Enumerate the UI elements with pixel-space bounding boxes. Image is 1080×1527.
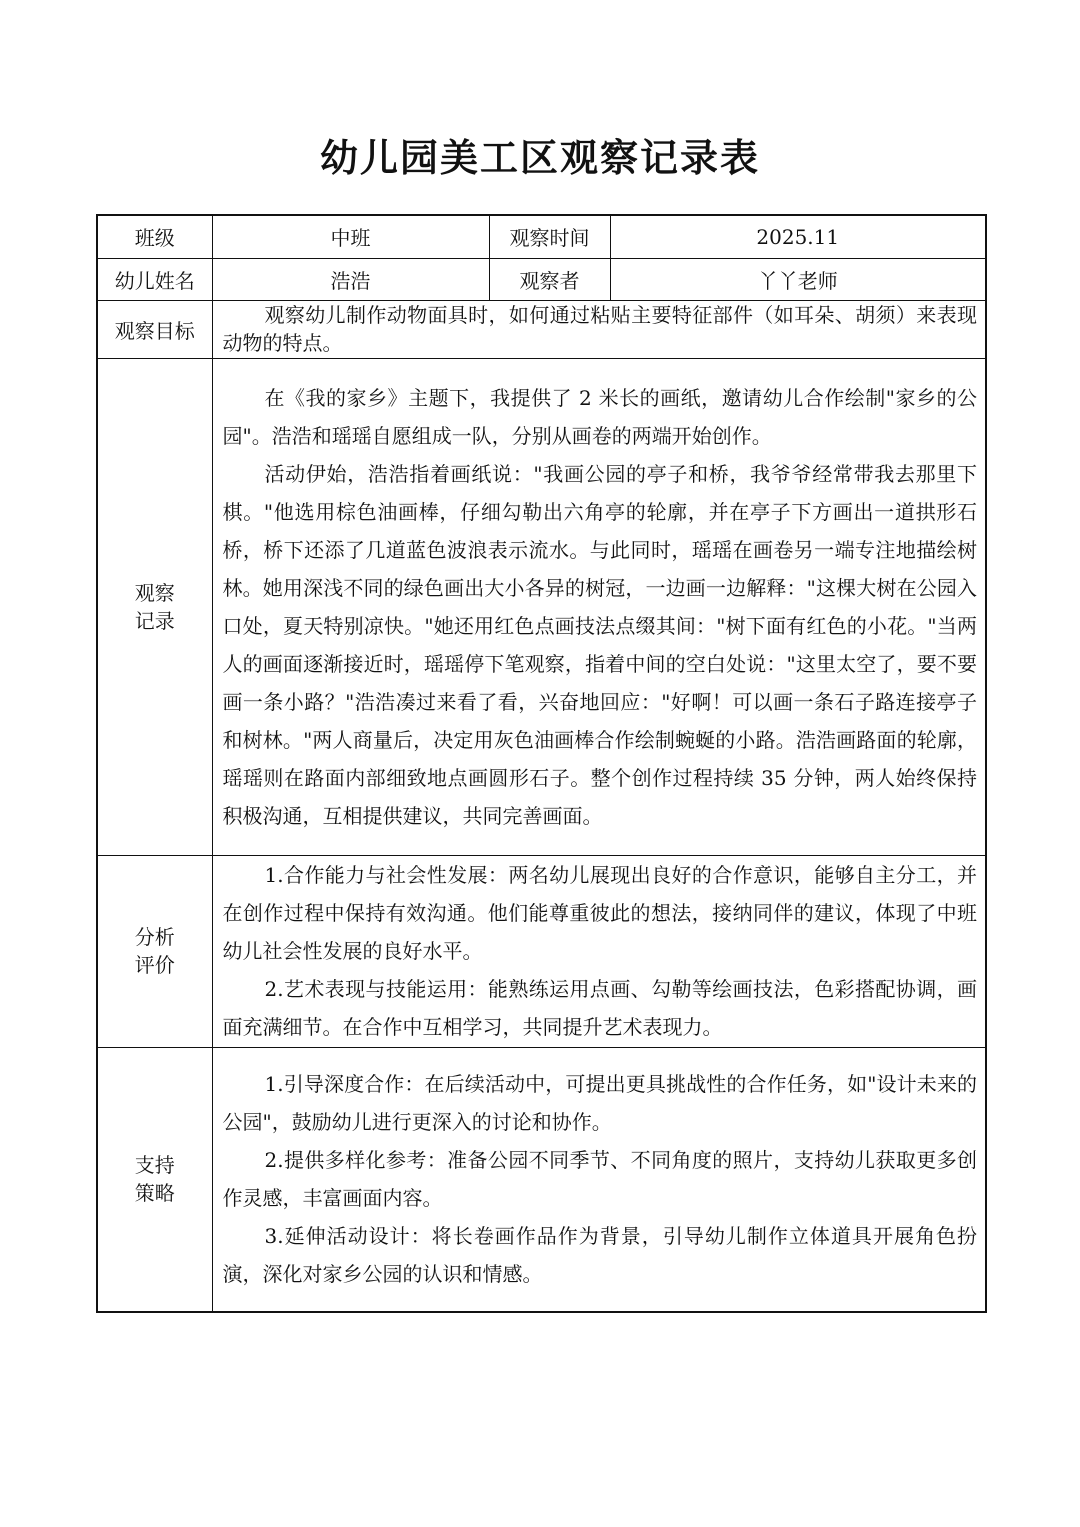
time-label: 观察时间 <box>489 215 610 258</box>
strategy-cell <box>212 1047 986 1312</box>
goal-row <box>97 300 986 358</box>
strategy-label-line1: 支持 <box>134 1153 175 1178</box>
goal-label: 观察目标 <box>97 300 212 358</box>
analysis-paragraph: 2.艺术表现与技能运用：能熟练运用点画、勾勒等绘画技法，色彩搭配协调，画面充满细节。在合作中互相学习，共同提升艺术表现力。 <box>222 977 977 1039</box>
class-label: 班级 <box>97 215 212 258</box>
strategy-paragraph: 3.延伸活动设计：将长卷画作品作为背景，引导幼儿制作立体道具开展角色扮演，深化对家乡公园的认识和情感。 <box>222 1224 977 1287</box>
child-name-label: 幼儿姓名 <box>97 258 212 300</box>
child-name-value: 浩浩 <box>212 258 489 300</box>
record-label-line2: 记录 <box>134 608 175 633</box>
record-paragraph: 活动伊始，浩浩指着画纸说："我画公园的亭子和桥，我爷爷经常带我去那里下棋。"他选用棕色油画棒，仔细勾勒出六角亭的轮廓，并在亭子下方画出一道拱形石桥，桥下还添了几道蓝色波浪表示流水。与此同时，瑶瑶在画卷另一端专注地描绘树林。她用深浅不同的绿色画出大小各异的树冠，一边画一边解释："这棵大树在公园入口处，夏天特别凉快。"她还用红色点画技法点缀其间："树下面有红色的小花。"当两人的画面逐渐接近时，瑶瑶停下笔观察，指着中间的空白处说："这里太空了，要不要画一条小路？"浩浩凑过来看了看，兴奋地回应："好啊！可以画一条石子路连接亭子和树林。"两人商量后，决定用灰色油画棒合作绘制蜿蜒的小路。浩浩画路面的轮廓，瑶瑶则在路面内部细致地点画圆形石子。整个创作过程持续 35 分钟，两人始终保持积极沟通，互相提供建议，共同完善画面。 <box>222 461 977 828</box>
record-label <box>97 358 212 855</box>
record-label-line1: 观察 <box>134 580 175 605</box>
analysis-label-line2: 评价 <box>134 953 175 977</box>
observer-label: 观察者 <box>489 258 610 300</box>
record-row <box>97 358 986 855</box>
analysis-label-line1: 分析 <box>134 925 175 949</box>
time-value: 2025.11 <box>610 215 986 258</box>
strategy-paragraph: 1.引导深度合作：在后续活动中，可提出更具挑战性的合作任务，如"设计未来的公园"，鼓励幼儿进行更深入的讨论和协作。 <box>222 1072 977 1135</box>
record-paragraph: 在《我的家乡》主题下，我提供了 2 米长的画纸，邀请幼儿合作绘制"家乡的公园"。浩浩和瑶瑶自愿组成一队，分别从画卷的两端开始创作。 <box>222 385 977 448</box>
info-row-2 <box>97 258 986 300</box>
analysis-row <box>97 855 986 1047</box>
analysis-paragraph: 1.合作能力与社会性发展：两名幼儿展现出良好的合作意识，能够自主分工，并在创作过程中保持有效沟通。他们能尊重彼此的想法，接纳同伴的建议，体现了中班幼儿社会性发展的良好水平。 <box>222 863 977 963</box>
observer-value: 丫丫老师 <box>610 258 986 300</box>
goal-cell <box>212 300 986 358</box>
class-value: 中班 <box>212 215 489 258</box>
goal-text: 观察幼儿制作动物面具时，如何通过粘贴主要特征部件（如耳朵、胡须）来表现动物的特点。 <box>222 303 977 355</box>
record-cell <box>212 358 986 855</box>
info-row-1 <box>97 215 986 258</box>
strategy-row <box>97 1047 986 1312</box>
strategy-label <box>97 1047 212 1312</box>
analysis-label <box>97 855 212 1047</box>
strategy-label-line2: 策略 <box>134 1181 175 1206</box>
analysis-cell <box>212 855 986 1047</box>
page-title: 幼儿园美工区观察记录表 <box>319 135 760 180</box>
strategy-paragraph: 2.提供多样化参考：准备公园不同季节、不同角度的照片，支持幼儿获取更多创作灵感，丰富画面内容。 <box>222 1148 977 1211</box>
observation-table <box>96 214 987 1313</box>
